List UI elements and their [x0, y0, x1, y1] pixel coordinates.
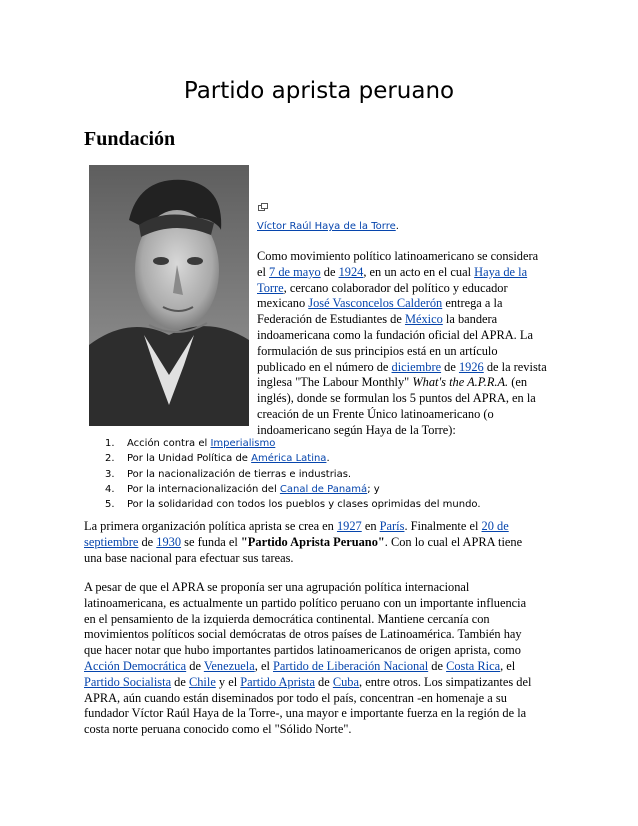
inline-link[interactable]: Torre — [257, 280, 284, 295]
principles-list — [89, 436, 481, 512]
text-run: latinoamericana, es actualmente un partido político peruano con un importante influencia — [84, 595, 527, 610]
text-run: inglesa "The Labour Monthly" — [257, 375, 413, 390]
inline-link[interactable]: 1926 — [458, 359, 484, 374]
text-run: , cercano colaborador del político y educador — [283, 280, 508, 295]
text-run: de — [428, 658, 447, 673]
text-line — [84, 722, 564, 738]
inline-link[interactable]: México — [404, 312, 443, 327]
text-run: A pesar de que el APRA se proponía ser una agrupación política internacional — [84, 580, 470, 594]
list-number: 3. — [105, 468, 115, 480]
italic-text: What's the A.P.R.A. — [412, 375, 509, 390]
text-run: de — [171, 674, 189, 689]
text-run: Como movimiento político latinoamericano se considera — [257, 249, 539, 263]
text-line — [257, 375, 549, 391]
text-run: y el — [215, 674, 241, 689]
text-line — [84, 675, 564, 691]
text-line — [257, 407, 549, 423]
text-run: . — [326, 453, 330, 465]
inline-link[interactable]: 1930 — [156, 534, 182, 549]
inline-link[interactable]: 1927 — [336, 519, 362, 533]
list-item — [89, 467, 481, 482]
list-number: 1. — [105, 438, 115, 449]
list-number: 2. — [105, 453, 115, 465]
text-run: formulación de sus principios está en un artículo — [257, 343, 498, 358]
intro-paragraph — [257, 249, 549, 439]
text-run: costa norte peruana conocido como el "Sólido Norte". — [84, 722, 352, 737]
text-run: . Finalmente el — [404, 519, 482, 533]
text-run: La primera organización política aprista se crea en — [84, 519, 337, 533]
text-run: creación de un Frente Único latinoamericano (o — [257, 406, 494, 421]
text-line — [257, 360, 549, 376]
text-run: Por la internacionalización del — [127, 483, 280, 495]
text-run: Federación de Estudiantes de — [257, 312, 405, 327]
text-line — [84, 612, 564, 628]
list-number: 4. — [105, 483, 115, 495]
inline-link[interactable]: Partido de Liberación Nacional — [273, 658, 429, 673]
text-line — [84, 691, 564, 707]
inline-link[interactable]: Partido Socialista — [84, 674, 172, 689]
inline-link[interactable]: Canal de Panamá — [279, 483, 368, 495]
text-run: , el — [254, 658, 273, 673]
text-run: , en un acto en el cual — [363, 264, 475, 279]
text-run: indoamericano según Haya de la Torre): — [257, 422, 456, 437]
inline-link[interactable]: 20 de — [481, 519, 509, 533]
inline-link[interactable]: Partido Aprista — [240, 674, 315, 689]
list-number: 5. — [105, 499, 115, 511]
text-run: ; y — [367, 483, 380, 495]
text-run: (en — [508, 375, 528, 390]
text-line — [257, 391, 549, 407]
text-run: de — [314, 674, 333, 689]
page-title: Partido aprista peruano — [183, 78, 455, 104]
text-line — [84, 643, 564, 659]
text-run: . Con lo cual el APRA tiene — [384, 534, 523, 549]
list-item — [89, 482, 481, 497]
text-run: indoamericana como la fundación oficial del APRA. La — [257, 327, 533, 342]
text-line — [257, 328, 549, 344]
inline-link[interactable]: París — [379, 519, 405, 533]
paragraph-influence — [84, 580, 564, 738]
text-run: el — [257, 264, 270, 279]
inline-link[interactable]: Cuba — [332, 674, 359, 689]
portrait-photo — [89, 165, 249, 426]
text-line — [84, 535, 564, 551]
text-run: que hacer notar que hubo importantes partidos latinoamericanos de origen aprista, como — [84, 643, 521, 658]
inline-link[interactable]: Chile — [188, 674, 216, 689]
enlarge-icon[interactable] — [257, 200, 268, 211]
text-run: de — [186, 658, 204, 673]
inline-link[interactable]: Acción Democrática — [84, 658, 187, 673]
text-run: una base nacional para efectuar sus tareas. — [84, 550, 294, 565]
inline-link[interactable]: 1924 — [338, 264, 364, 279]
text-run: entrega a la — [442, 296, 503, 311]
text-run: de — [138, 534, 157, 549]
caption-link[interactable]: Víctor Raúl Haya de la Torre — [257, 221, 396, 232]
caption-suffix: . — [395, 221, 399, 232]
inline-link[interactable]: América Latina — [251, 453, 327, 465]
text-line — [84, 627, 564, 643]
text-run: APRA, aún cuando están diseminados por todo el país, concentran -en homenaje a su — [84, 690, 507, 705]
text-line — [257, 344, 549, 360]
list-item — [89, 497, 481, 512]
text-run: inglés), donde se formulan los 5 puntos del APRA, en la — [257, 391, 536, 406]
inline-link[interactable]: septiembre — [84, 534, 139, 549]
text-line — [257, 249, 549, 265]
image-caption — [257, 220, 399, 233]
text-line — [84, 580, 564, 596]
inline-link[interactable]: 7 de mayo — [269, 264, 321, 279]
text-run: en el pensamiento de la izquierda democrática continental. Mantiene cercanía con — [84, 611, 490, 626]
inline-link[interactable]: Imperialismo — [210, 438, 276, 449]
text-run: , entre otros. Los simpatizantes del — [359, 674, 532, 689]
inline-link[interactable]: Costa Rica — [446, 658, 501, 673]
text-run: Acción contra el — [127, 438, 211, 449]
text-line — [84, 596, 564, 612]
bold-text: "Partido Aprista Peruano" — [240, 534, 385, 549]
text-run: se funda el — [181, 534, 241, 549]
text-run: de — [320, 264, 339, 279]
text-line — [84, 519, 564, 535]
text-run: de — [441, 359, 459, 374]
text-line — [257, 265, 549, 281]
text-run: publicado en el número de — [257, 359, 392, 374]
text-line — [84, 551, 564, 567]
inline-link[interactable]: Haya de la — [474, 264, 528, 279]
inline-link[interactable]: José Vasconcelos Calderón — [308, 296, 443, 311]
text-run: Por la solidaridad con todos los pueblos y clases oprimidas del mundo. — [127, 499, 481, 511]
text-run: de la revista — [483, 359, 547, 374]
paragraph-founding — [84, 519, 564, 566]
list-item — [89, 436, 481, 451]
text-line — [257, 296, 549, 312]
text-line — [257, 281, 549, 297]
text-line — [84, 706, 564, 722]
text-run: la bandera — [442, 312, 498, 327]
text-run: movimientos políticos social demócratas de otros países de Latinoamérica. También hay — [84, 627, 522, 642]
text-run: en — [361, 519, 380, 533]
text-line — [257, 312, 549, 328]
text-line — [84, 659, 564, 675]
inline-link[interactable]: Venezuela — [203, 658, 255, 673]
inline-link[interactable]: diciembre — [391, 359, 442, 374]
text-run: Por la Unidad Política de — [127, 453, 252, 465]
text-run: Por la nacionalización de tierras e industrias. — [127, 468, 352, 480]
list-item — [89, 451, 481, 466]
text-run: mexicano — [257, 296, 309, 311]
section-heading: Fundación — [84, 128, 176, 150]
text-run: fundador Víctor Raúl Haya de la Torre-, una mayor e importante fuerza en la región de la — [84, 706, 527, 721]
text-run: , el — [500, 658, 516, 673]
